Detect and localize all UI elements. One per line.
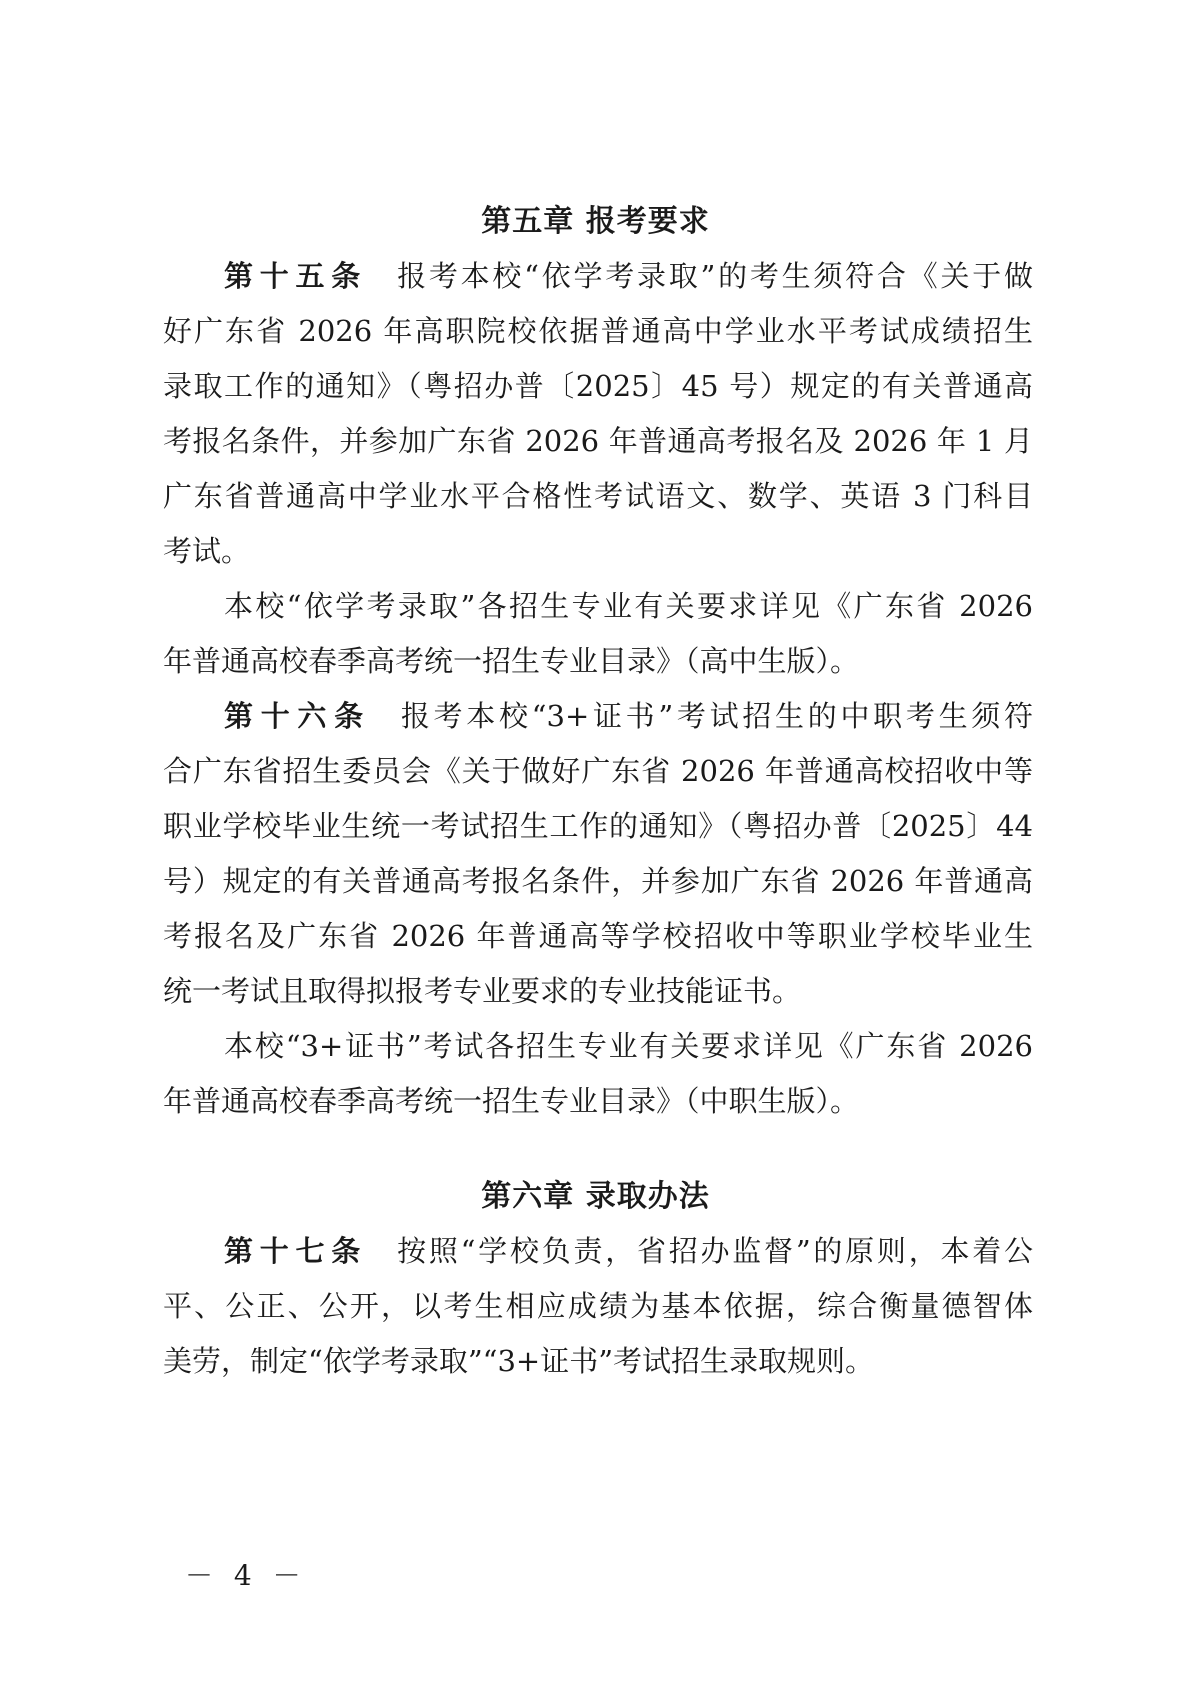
article-17-line-3: 美劳，制定“依学考录取”“3+证书”考试招生录取规则。 — [163, 1344, 875, 1378]
article-15-label: 第十五条 — [224, 259, 368, 293]
article-16-line-6: 统一考试且取得拟报考专业要求的专业技能证书。 — [163, 974, 802, 1008]
article-16-line-3: 职业学校毕业生统一考试招生工作的通知》（粤招办普〔2025〕44 — [163, 809, 1033, 843]
article-16-line-5: 考报名及广东省 2026 年普通高等学校招收中等职业学校毕业生 — [163, 919, 1033, 953]
article-15-line-1 — [224, 256, 1033, 296]
article-17-text-1: 按照“学校负责，省招办监督”的原则，本着公 — [397, 1234, 1033, 1268]
article-15-text-1: 报考本校“依学考录取”的考生须符合《关于做 — [397, 259, 1033, 293]
article-15-note-line-1: 本校“依学考录取”各招生专业有关要求详见《广东省 2026 — [224, 589, 1033, 623]
article-16-line-4: 号）规定的有关普通高考报名条件，并参加广东省 2026 年普通高 — [163, 864, 1033, 898]
article-15-note-line-2: 年普通高校春季高考统一招生专业目录》（高中生版）。 — [163, 644, 860, 678]
article-16-note-line-1: 本校“3+证书”考试各招生专业有关要求详见《广东省 2026 — [224, 1029, 1033, 1063]
article-17-label: 第十七条 — [224, 1234, 368, 1268]
chapter-6-title: 第六章 录取办法 — [481, 1179, 710, 1214]
article-16-label: 第十六条 — [224, 699, 371, 733]
page-number: － 4 － — [185, 1559, 307, 1592]
article-15-line-4: 考报名条件，并参加广东省 2026 年普通高考报名及 2026 年 1 月 — [163, 424, 1033, 458]
article-15-line-5: 广东省普通高中学业水平合格性考试语文、数学、英语 3 门科目 — [163, 479, 1033, 513]
article-16-line-1 — [224, 696, 1033, 736]
article-16-text-1: 报考本校“3+证书”考试招生的中职考生须符 — [400, 699, 1033, 733]
article-15-line-3: 录取工作的通知》（粤招办普〔2025〕45 号）规定的有关普通高 — [163, 369, 1033, 403]
article-16-note-line-2: 年普通高校春季高考统一招生专业目录》（中职生版）。 — [163, 1084, 860, 1118]
chapter-5-title: 第五章 报考要求 — [481, 204, 710, 239]
article-15-line-2: 好广东省 2026 年高职院校依据普通高中学业水平考试成绩招生 — [163, 314, 1033, 348]
article-17-line-1 — [224, 1231, 1033, 1271]
article-17-line-2: 平、公正、公开，以考生相应成绩为基本依据，综合衡量德智体 — [163, 1289, 1033, 1323]
article-16-line-2: 合广东省招生委员会《关于做好广东省 2026 年普通高校招收中等 — [163, 754, 1033, 788]
article-15-line-6: 考试。 — [163, 534, 251, 568]
